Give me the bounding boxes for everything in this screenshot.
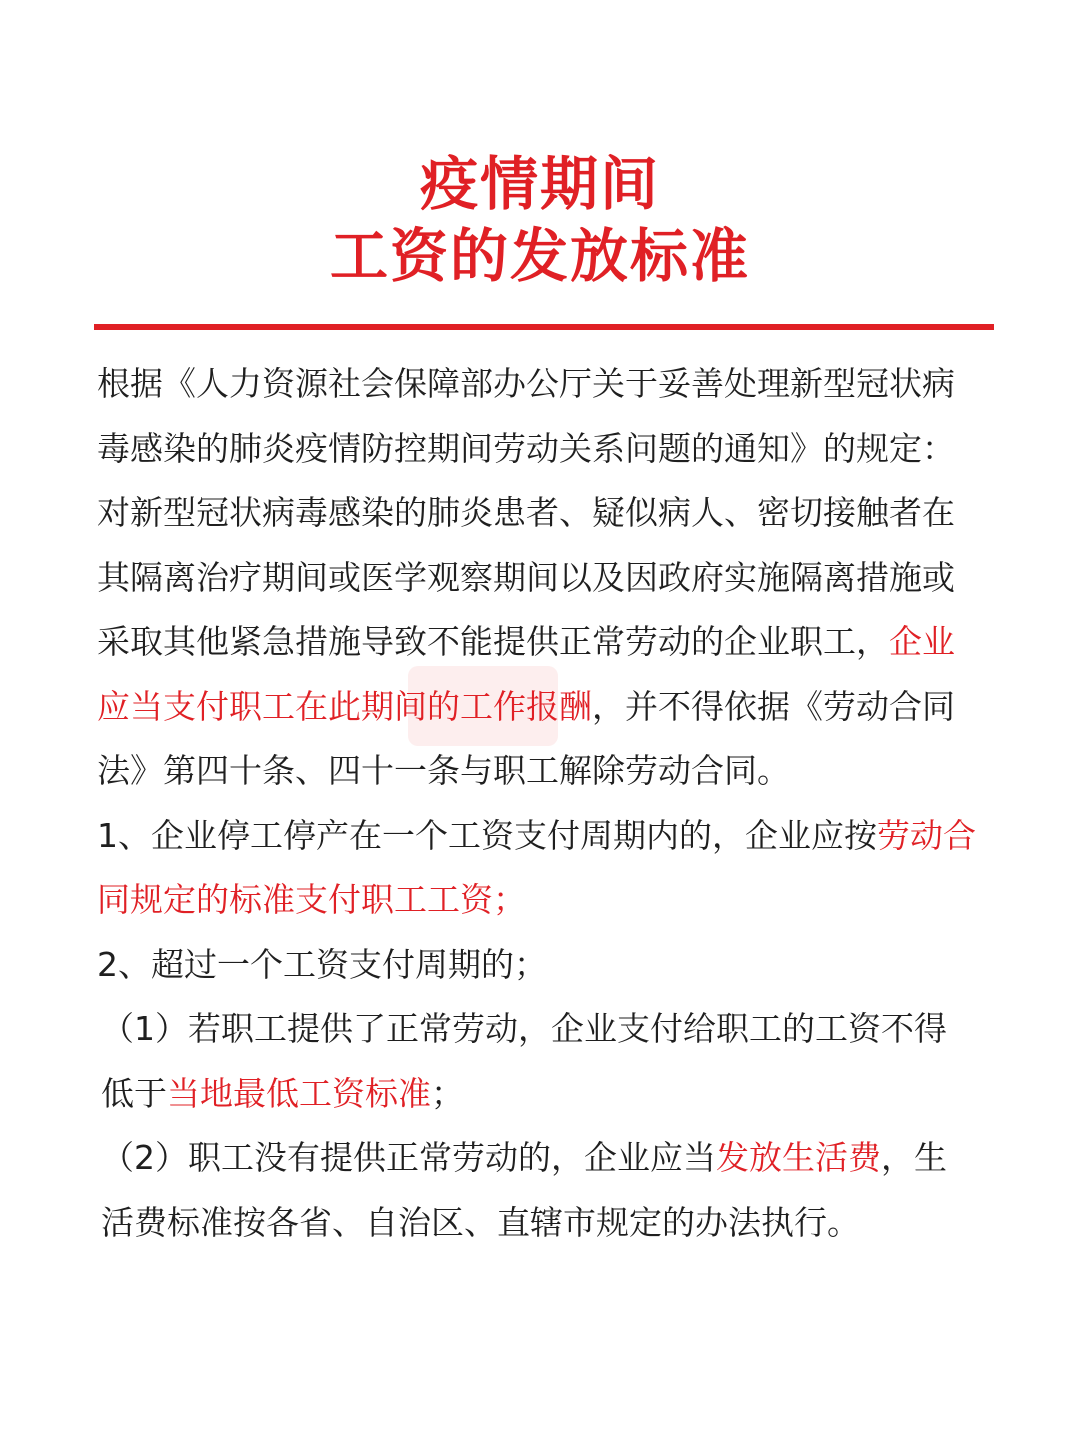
sub-item-1-text-1: （1）若职工提供了正常劳动，企业支付给职工的工资不得低于 xyxy=(101,1009,947,1113)
list-item-2 xyxy=(97,933,977,998)
sub-item-2-highlight: 发放生活费 xyxy=(716,1138,881,1177)
page-title xyxy=(0,148,1080,292)
intro-text: 根据《人力资源社会保障部办公厅关于妥善处理新型冠状病毒感染的肺炎疫情防控期间劳动关系问题的通知》的规定： xyxy=(97,364,955,468)
sub-item-1-highlight: 当地最低工资标准 xyxy=(167,1073,431,1113)
list-item-1-highlight: 劳动合同规定的标准支付职工工资； xyxy=(97,815,976,919)
policy-highlight: 企业应当支付职工在此期间的工作报酬 xyxy=(97,622,955,726)
intro-paragraph xyxy=(97,352,977,481)
title-line-2: 工资的发放标准 xyxy=(329,222,750,290)
sub-item-1 xyxy=(97,997,977,1126)
list-item-1 xyxy=(97,804,977,933)
article-body xyxy=(97,352,977,1255)
title-line-1: 疫情期间 xyxy=(419,150,660,218)
sub-item-2 xyxy=(97,1126,977,1255)
sub-item-2-text-2: ，生活费标准按各省、自治区、直辖市规定的办法执行。 xyxy=(101,1138,947,1242)
list-item-1-text: 1、企业停工停产在一个工资支付周期内的，企业应按 xyxy=(97,815,877,855)
title-divider xyxy=(94,324,994,330)
policy-paragraph xyxy=(97,481,977,804)
list-item-2-text: 2、超过一个工资支付周期的； xyxy=(97,944,547,984)
sub-item-2-text-1: （2）职工没有提供正常劳动的，企业应当 xyxy=(101,1138,716,1177)
policy-text-2: ，并不得依据《劳动合同法》第四十条、四十一条与职工解除劳动合同。 xyxy=(97,686,955,790)
policy-text-1: 对新型冠状病毒感染的肺炎患者、疑似病人、密切接触者在其隔离治疗期间或医学观察期间以及因政府实施隔离措施或采取其他紧急措施导致不能提供正常劳动的企业职工， xyxy=(97,493,955,661)
sub-item-1-text-2: ； xyxy=(431,1073,464,1113)
